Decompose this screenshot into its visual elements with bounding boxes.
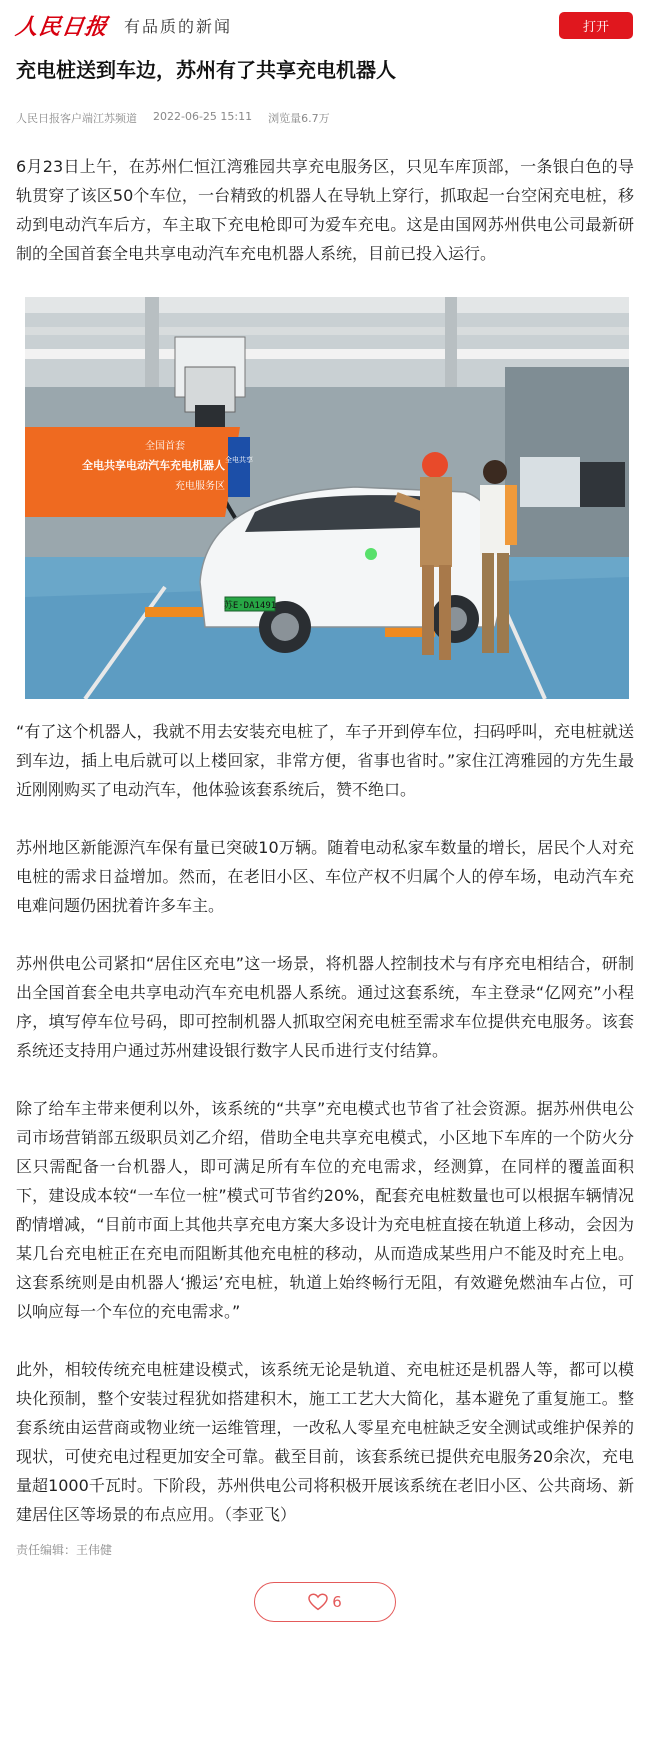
like-button[interactable] [254, 1582, 396, 1622]
like-count: 6 [332, 1593, 342, 1611]
paragraph-4: 苏州供电公司紧扣“居住区充电”这一场景，将机器人控制技术与有序充电相结合，研制出全国首套全电共享电动汽车充电机器人系统。通过这套系统，车主登录“亿网充”小程序，填写停车位号码，即可控制机器人抓取空闲充电桩至需求车位提供充电服务。该套系统还支持用户通过苏州建设银行数字人民币进行支付结算。 [16, 954, 634, 1060]
heart-icon [308, 1593, 328, 1611]
article-body [16, 152, 634, 1529]
article-views: 浏览量6.7万 [268, 112, 330, 125]
slogan: 有品质的新闻 [124, 16, 233, 36]
paragraph-1: 6月23日上午，在苏州仁恒江湾雅园共享充电服务区，只见车库顶部，一条银白色的导轨贯穿了该区50个车位，一台精致的机器人在导轨上穿行，抓取起一台空闲充电桩，移动到电动汽车后方，车主取下充电枪即可为爱车充电。这是由国网苏州供电公司最新研制的全国首套全电共享电动汽车充电机器人系统，目前已投入运行。 [16, 157, 634, 263]
article-meta [16, 110, 634, 126]
wall-sign-line-3: 充电服务区 [175, 481, 225, 492]
paragraph-5: 除了给车主带来便利以外，该系统的“共享”充电模式也节省了社会资源。据苏州供电公司市场营销部五级职员刘乙介绍，借助全电共享充电模式，小区地下车库的一个防火分区只需配备一台机器人，即可满足所有车位的充电需求，经测算，在同样的覆盖面积下，建设成本较“一车位一桩”模式可节省约20%，配套充电桩数量也可以根据车辆情况酌情增减，“目前市面上其他共享充电方案大多设计为充电桩直接在轨道上移动，会因为某几台充电桩正在充电而阻断其他充电桩的移动，从而造成某些用户不能及时充上电。这套系统则是由机器人‘搬运’充电桩，轨道上始终畅行无阻，有效避免燃油车占位，可以响应每一个车位的充电需求。” [16, 1099, 634, 1321]
brand [13, 10, 233, 41]
responsible-editor: 责任编辑：王伟健 [16, 1543, 113, 1557]
paragraph-2: “有了这个机器人，我就不用去安装充电桩了，车子开到停车位，扫码呼叫，充电桩就送到车边，插上电后就可以上楼回家，非常方便，省事也省时。”家住江湾雅园的方先生最近刚刚购买了电动汽车，他体验该套系统后，赞不绝口。 [16, 722, 634, 799]
pillar-sign: 全电共享 [225, 456, 253, 464]
people-daily-logo[interactable]: 人民日报 [13, 13, 110, 40]
article-photo-charging-robot[interactable] [25, 297, 629, 699]
paragraph-6: 此外，相较传统充电桩建设模式，该系统无论是轨道、充电桩还是机器人等，都可以模块化预制，整个安装过程犹如搭建积木，施工工艺大大简化，基本避免了重复施工。整套系统由运营商或物业统一运维管理，一改私人零星充电桩缺乏安全测试或维护保养的现状，可使充电过程更加安全可靠。截至目前，该套系统已提供充电服务20余次，充电量超1000千瓦时。下阶段，苏州供电公司将积极开展该系统在老旧小区、公共商场、新建居住区等场景的布点应用。（李亚飞） [16, 1360, 634, 1524]
paragraph-3: 苏州地区新能源汽车保有量已突破10万辆。随着电动私家车数量的增长，居民个人对充电桩的需求日益增加。然而，在老旧小区、车位产权不归属个人的停车场，电动汽车充电难问题仍困扰着许多车主。 [16, 838, 634, 915]
top-bar [0, 0, 650, 50]
article-source: 人民日报客户端江苏频道 [16, 112, 137, 125]
article-datetime: 2022-06-25 15:11 [153, 110, 253, 123]
wall-sign-line-2: 全电共享电动汽车充电机器人 [82, 459, 225, 472]
license-plate: 苏E·DA1491 [223, 601, 277, 611]
like-area [0, 1582, 650, 1622]
wall-sign-line-1: 全国首套 [145, 441, 185, 452]
article-title: 充电桩送到车边，苏州有了共享充电机器人 [16, 58, 396, 82]
open-app-button[interactable]: 打开 [559, 12, 633, 39]
